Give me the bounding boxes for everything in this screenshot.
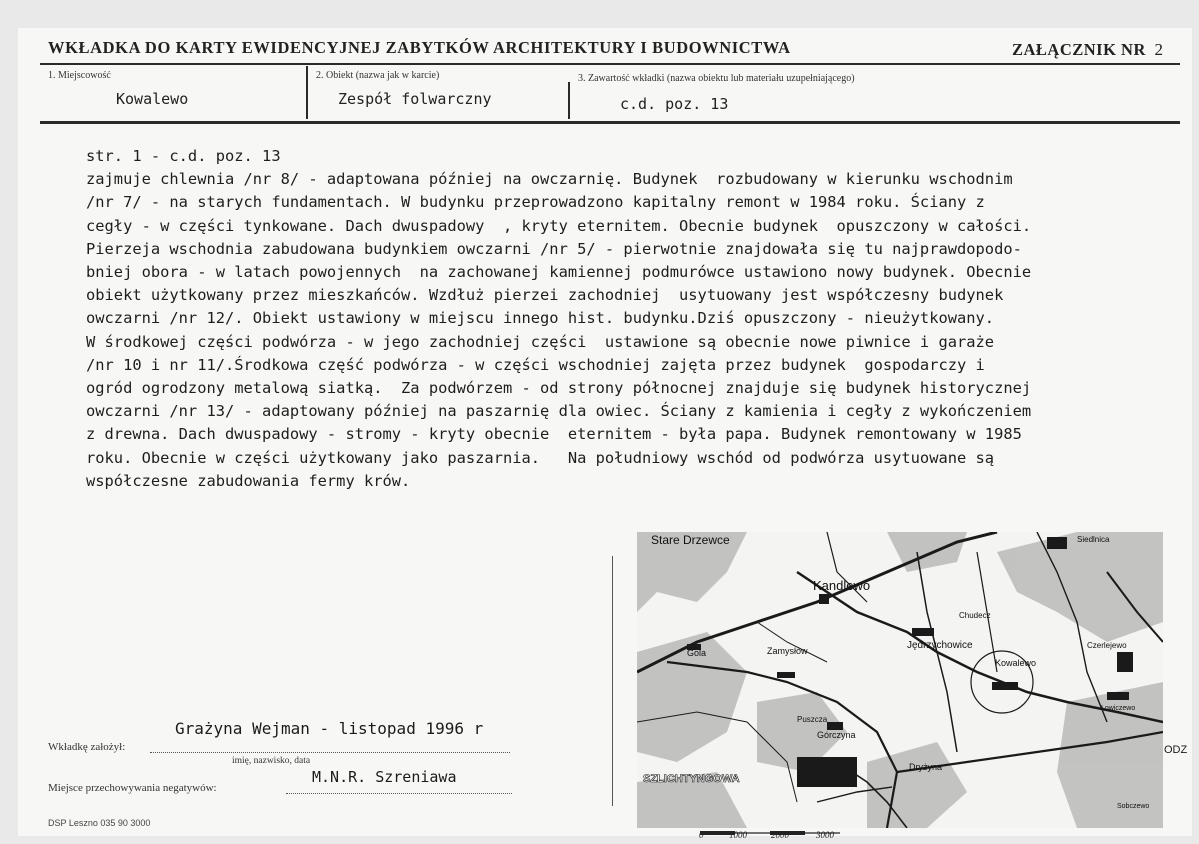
location-map — [637, 532, 1163, 828]
scale-tick-2000: 2000 — [771, 830, 789, 840]
map-label-dryzyna: Dryżyna — [909, 762, 943, 772]
description-line: z drewna. Dach dwuspadowy - stromy - kryty obecnie eternitem - była papa. Budynek remontowany w 1985 — [86, 425, 1022, 444]
contents-label: 3. Zawartość wkładki (nazwa obiektu lub materiału uzupełniającego) — [578, 73, 855, 84]
form-title: WKŁADKA DO KARTY EWIDENCYJNEJ ZABYTKÓW ARCHITEKTURY I BUDOWNICTWA — [48, 38, 791, 57]
place-label: 1. Miejscowość — [48, 70, 111, 81]
storage-dotted-line — [286, 793, 512, 794]
description-line: Pierzeja wschodnia zabudowana budynkiem owczarni /nr 5/ - pierwotnie znajdowała się tu najprawdopodo- — [86, 239, 1022, 258]
map-edge-text: ODZ — [1164, 744, 1188, 756]
description-text — [86, 145, 1171, 493]
description-line: ogród ogrodzony metalową siatką. Za podwórzem - od strony północnej znajduje się budynek historycznej — [86, 379, 1032, 398]
map-label-zamyslow: Zamysłów — [767, 646, 808, 656]
print-code: DSP Leszno 035 90 3000 — [48, 818, 151, 828]
description-line: owczarni /nr 12/. Obiekt ustawiony w miejscu innego hist. budynku.Dziś opuszczony - nieużytkowany. — [86, 309, 995, 328]
compiler-value: Grażyna Wejman - listopad 1996 r — [175, 719, 484, 738]
map-label-puszcza: Puszcza — [797, 715, 828, 724]
description-line: cegły - w części tynkowane. Dach dwuspadowy , kryty eternitem. Obecnie budynek opuszczony w całości. — [86, 216, 1032, 235]
map-drawing — [637, 532, 1163, 828]
description-line: obiekt użytkowany przez mieszkańców. Wzdłuż pierzei zachodniej usytuowany jest współczesny budynek — [86, 286, 1004, 305]
field-divider-2 — [568, 82, 570, 119]
map-label-drzewce: Stare Drzewce — [651, 533, 730, 547]
map-label-kandlewo: Kandlewo — [813, 578, 871, 593]
storage-label: Miejsce przechowywania negatywów: — [48, 782, 217, 794]
contents-value: c.d. poz. 13 — [620, 95, 729, 113]
description-line: /nr 10 i nr 11/.Środkowa część podwórza - w części wschodniej zajęta przez budynek gospodarczy i — [86, 355, 985, 374]
fields-bottom-rule — [40, 121, 1180, 124]
place-value: Kowalewo — [116, 90, 189, 108]
map-label-lowiczewo: Łowiczewo — [1101, 705, 1136, 712]
map-label-gorczyna: Górczyna — [817, 730, 856, 740]
compiler-dotted-line — [150, 752, 510, 753]
description-line: W środkowej części podwórza - w jego zachodniej części ustawione są obecnie nowe piwnice i garaże — [86, 332, 995, 351]
map-label-sobczewo: Sobczewo — [1117, 803, 1150, 810]
field-divider-1 — [306, 66, 308, 119]
description-line: /nr 7/ - na starych fundamentach. W budynku przeprowadzono kapitalny remont w 1984 roku. Ściany z — [86, 193, 985, 212]
attachment-label-text: ZAŁĄCZNIK NR — [1012, 40, 1146, 59]
map-label-jedrzychowice: Jędrzychowice — [907, 640, 973, 651]
map-label-siedlnica: Siedlnica — [1077, 535, 1110, 544]
header-rule — [40, 63, 1180, 65]
map-label-szlichtyngowa: SZLICHTYNGOWA — [643, 773, 740, 785]
object-label: 2. Obiekt (nazwa jak w karcie) — [316, 70, 440, 81]
description-line: bniej obora - w latach powojennych na zachowanej kamiennej podmurówce ustawiono nowy budynek. Obecnie — [86, 263, 1032, 282]
compiler-sublabel: imię, nazwisko, data — [232, 756, 311, 766]
map-label-chudecz: Chudecz — [959, 611, 991, 620]
object-value: Zespół folwarczny — [338, 90, 492, 108]
description-line: str. 1 - c.d. poz. 13 — [86, 147, 281, 165]
map-label-kowalewo: Kowalewo — [995, 658, 1037, 668]
scale-tick-1000: 1000 — [729, 830, 747, 840]
scale-tick-3000: 3000 — [816, 830, 834, 840]
description-line: roku. Obecnie w części użytkowany jako paszarnia. Na południowy wschód od podwórza usytuowane są — [86, 448, 995, 467]
map-label-gola: Gola — [687, 648, 707, 658]
attachment-number: 2 — [1154, 40, 1164, 59]
attachment-label — [1012, 40, 1164, 60]
description-line: współczesne zabudowania fermy krów. — [86, 471, 411, 490]
map-fold-mark — [612, 556, 613, 806]
map-label-czerlejewo: Czerlejewo — [1087, 641, 1127, 650]
description-line: owczarni /nr 13/ - adaptowany później na paszarnię dla owiec. Ściany z kamienia i cegły z wykończeniem — [86, 402, 1032, 421]
storage-value: M.N.R. Szreniawa — [312, 768, 457, 786]
scale-tick-0: 0 — [699, 830, 704, 840]
compiler-label: Wkładkę założył: — [48, 741, 126, 753]
description-line: zajmuje chlewnia /nr 8/ - adaptowana później na owczarnię. Budynek rozbudowany w kierunku wschodnim — [86, 170, 1013, 189]
